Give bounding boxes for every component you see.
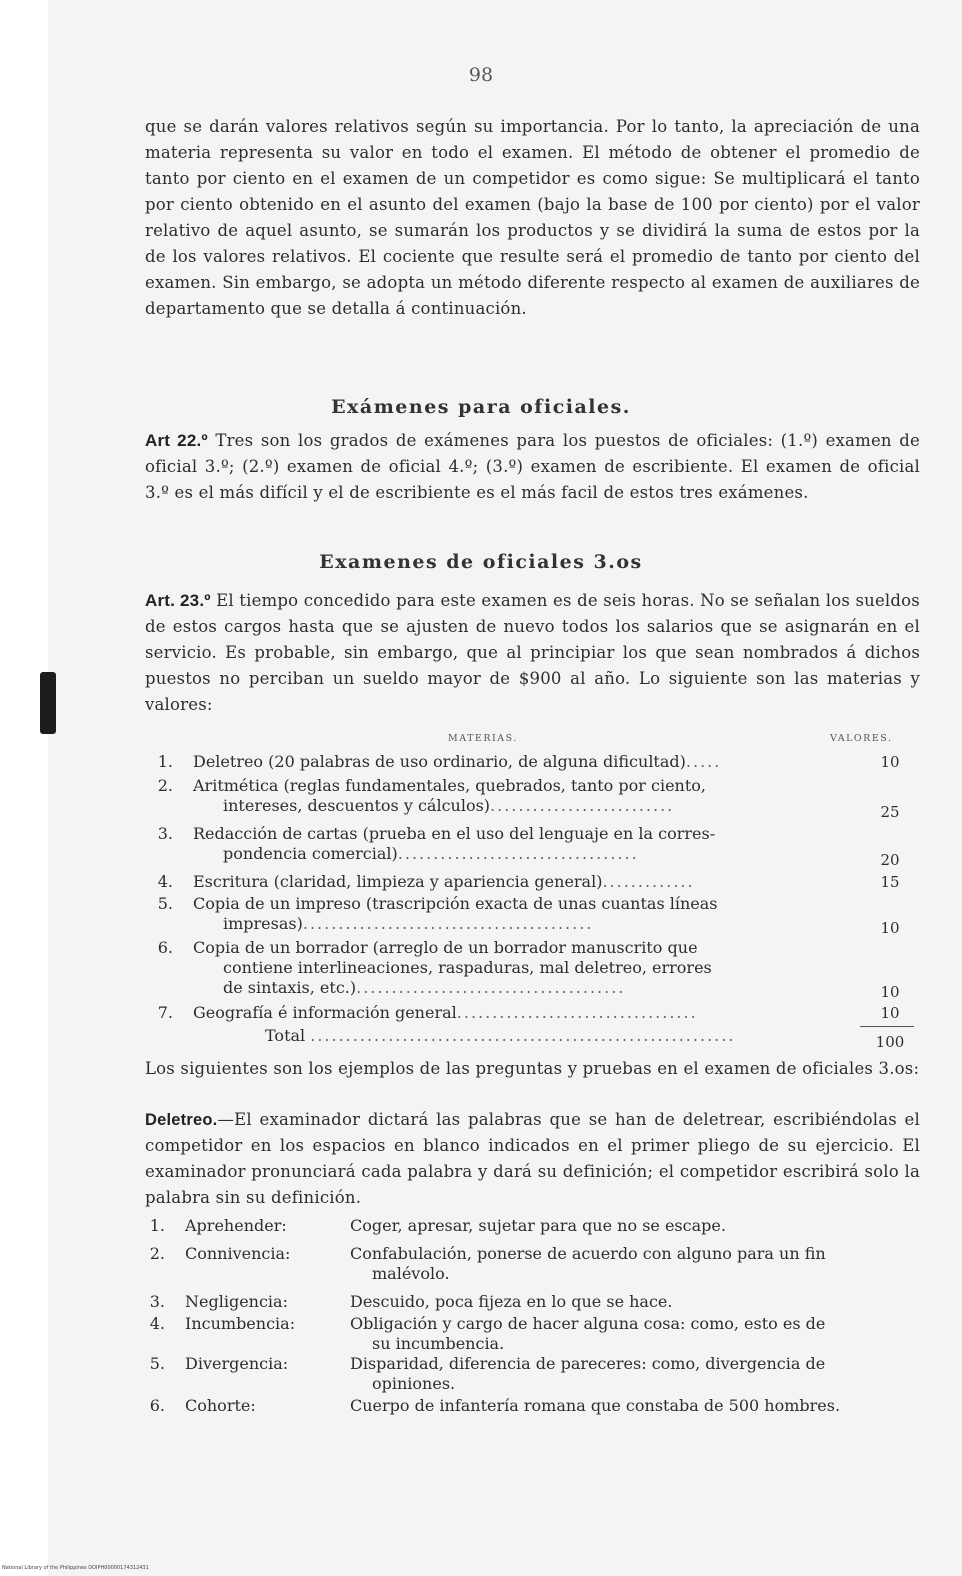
deletreo-label: Deletreo.	[145, 1111, 218, 1129]
row-description: Redacción de cartas (prueba en el uso del lenguaje en la corres- pondencia comercial)..................................	[193, 824, 716, 863]
word-term: Connivencia:	[185, 1244, 291, 1263]
article-23	[145, 588, 920, 718]
table-row	[145, 894, 915, 936]
row-number: 6.	[157, 938, 173, 957]
row-description: Copia de un borrador (arreglo de un borrador manuscrito que contiene interlineaciones, raspaduras, mal deletreo, errores de sintaxis, etc.)......................................	[193, 938, 712, 997]
deletreo-paragraph	[145, 1107, 920, 1211]
word-definition: Coger, apresar, sujetar para que no se escape.	[350, 1216, 726, 1235]
row-number: 7.	[157, 1003, 173, 1022]
word-term: Cohorte:	[185, 1396, 256, 1415]
row-value: 10	[880, 919, 900, 937]
scan-edge-mark	[40, 672, 56, 734]
row-value: 10	[880, 1004, 900, 1022]
row-description: Aritmética (reglas fundamentales, quebrados, tanto por ciento, intereses, descuentos y cálculos)..........................	[193, 776, 707, 815]
word-definition: Disparidad, diferencia de pareceres: como, divergencia de opiniones.	[350, 1354, 826, 1393]
row-description: Geografía é información general..................................	[193, 1003, 698, 1022]
total-label: Total ............................................................	[265, 1026, 736, 1045]
word-term: Divergencia:	[185, 1354, 289, 1373]
row-number: 3.	[157, 824, 173, 843]
article-23-text: El tiempo concedido para este examen es de seis horas. No se señalan los sueldos de estos cargos hasta que se ajusten de nuevo todos los salarios que se asignarán en el servicio. Es probable, sin embargo, que al principiar los que sean nombrados á dichos puestos no perciban un sueldo mayor de $900 al año. Lo siguiente son las materias y valores:	[145, 591, 920, 714]
intro-paragraph: que se darán valores relativos según su importancia. Por lo tanto, la apreciación de una materia representa su valor en todo el examen. El método de obtener el promedio de tanto por ciento en el examen de un competidor es como sigue: Se multiplicará el tanto por ciento obtenido en el asunto del examen (bajo la base de 100 por ciento) por el valor relativo de aquel asunto, se sumarán los productos y se dividirá la suma de estos por la de los valores relativos. El cociente que resulte será el promedio de tanto por ciento del examen. Sin embargo, se adopta un método diferente respecto al examen de auxiliares de departamento que se detalla á continuación.	[145, 117, 920, 318]
row-description: Escritura (claridad, limpieza y apariencia general).............	[193, 872, 695, 891]
table-row	[145, 824, 915, 869]
scan-margin	[0, 0, 48, 1576]
word-term: Negligencia:	[185, 1292, 288, 1311]
word-term: Aprehender:	[185, 1216, 287, 1235]
article-23-label: Art. 23.º	[145, 591, 211, 610]
column-header-valores: VALORES.	[830, 733, 893, 744]
section-heading-oficiales-3: Examenes de oficiales 3.os	[319, 551, 643, 573]
page-number: 98	[468, 64, 494, 86]
word-definition: Obligación y cargo de hacer alguna cosa: como, esto es de su incumbencia.	[350, 1314, 826, 1353]
examples-intro: Los siguientes son los ejemplos de las preguntas y pruebas en el examen de oficiales 3.os:	[145, 1059, 920, 1078]
row-number: 4.	[157, 872, 173, 891]
row-description: Deletreo (20 palabras de uso ordinario, de alguna dificultad).....	[193, 752, 722, 771]
table-row	[145, 938, 915, 1000]
table-row	[145, 776, 915, 821]
word-definition: Descuido, poca fijeza en lo que se hace.	[350, 1292, 673, 1311]
word-term: Incumbencia:	[185, 1314, 296, 1333]
row-value: 25	[880, 803, 900, 821]
column-header-materias: MATERIAS.	[448, 733, 518, 744]
row-value: 10	[880, 753, 900, 771]
word-definition: Confabulación, ponerse de acuerdo con alguno para un fin malévolo.	[350, 1244, 826, 1283]
word-definition: Cuerpo de infantería romana que constaba de 500 hombres.	[350, 1396, 841, 1415]
total-value: 100	[875, 1033, 905, 1051]
article-22	[145, 428, 920, 506]
row-number: 2.	[157, 776, 173, 795]
row-description: Copia de un impreso (trascripción exacta de unas cuantas líneas impresas).........................................	[193, 894, 718, 933]
section-heading-oficiales: Exámenes para oficiales.	[331, 396, 631, 418]
row-value: 20	[880, 851, 900, 869]
row-value: 15	[880, 873, 900, 891]
row-number: 1.	[157, 752, 173, 771]
footer-source: National Library of the Philippines DOIPH00000174312431	[2, 1565, 149, 1571]
article-22-label: Art 22.º	[145, 431, 208, 450]
row-number: 5.	[157, 894, 173, 913]
article-22-text: Tres son los grados de exámenes para los puestos de oficiales: (1.º) examen de oficial 3.º; (2.º) examen de oficial 4.º; (3.º) examen de escribiente. El examen de oficial 3.º es el más difícil y el de escribiente es el más facil de estos tres exámenes.	[145, 431, 921, 502]
deletreo-text: —El examinador dictará las palabras que se han de deletrear, escribiéndolas el competidor en los espacios en blanco indicados en el primer pliego de su ejercicio. El examinador pronunciará cada palabra y dará su definición; el competidor escribirá solo la palabra sin su definición.	[145, 1110, 920, 1207]
row-value: 10	[880, 983, 900, 1001]
